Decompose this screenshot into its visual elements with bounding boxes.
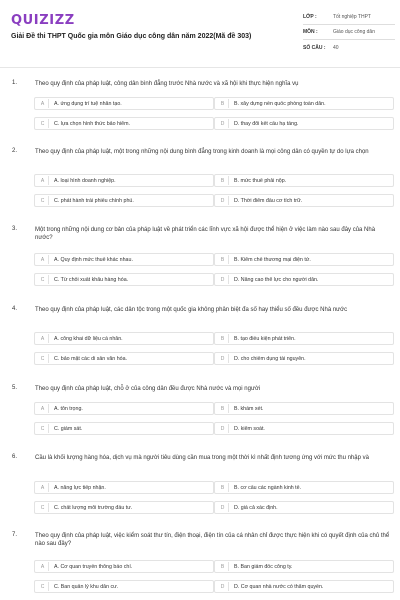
option-letter: A (37, 483, 49, 492)
option-letter: A (37, 99, 49, 108)
meta-row-class (303, 10, 395, 25)
option-text: B. Ban giám đốc công ty. (234, 563, 293, 570)
meta-value: Tốt nghiệp THPT (333, 14, 371, 20)
option-letter: D (217, 424, 229, 433)
option-a[interactable] (34, 402, 214, 415)
option-d[interactable] (214, 194, 394, 207)
option-text: A. năng lực tiếp nhận. (54, 484, 106, 491)
option-letter: A (37, 562, 49, 571)
option-b[interactable] (214, 481, 394, 494)
option-letter: A (37, 255, 49, 264)
option-a[interactable] (34, 332, 214, 345)
option-text: B. mức thuế phải nộp. (234, 177, 287, 184)
meta-value: Giáo dục công dân (333, 29, 375, 35)
question-text: Một trong những nội dung cơ bản của pháp luật về phát triển các lĩnh vực xã hội được thể hiện ở việc làm nào sau đây của Nhà nước? (35, 227, 376, 241)
option-text: A. tôn trọng. (54, 405, 83, 412)
option-b[interactable] (214, 332, 394, 345)
option-a[interactable] (34, 560, 214, 573)
option-b[interactable] (214, 253, 394, 266)
option-text: D. thay đổi kết cấu hạ tầng. (234, 120, 299, 127)
option-d[interactable] (214, 580, 394, 593)
option-letter: C (37, 354, 49, 363)
option-letter: C (37, 582, 49, 591)
meta-table (303, 10, 395, 55)
option-letter: B (217, 176, 229, 185)
option-d[interactable] (214, 501, 394, 514)
option-c[interactable] (34, 352, 214, 365)
question-number: 2. (12, 148, 18, 154)
option-letter: D (217, 503, 229, 512)
page-title: Giải Đề thi THPT Quốc gia môn Giáo dục công dân năm 2022(Mã đề 303) (11, 33, 252, 40)
option-letter: D (217, 196, 229, 205)
option-d[interactable] (214, 117, 394, 130)
question-text: Theo quy định của pháp luật, một trong những nội dung bình đẳng trong kinh doanh là mọi công dân có quyền tự do lựa chọn (35, 149, 369, 155)
option-letter: C (37, 275, 49, 284)
worksheet-header (0, 0, 400, 68)
option-letter: D (217, 275, 229, 284)
option-c[interactable] (34, 117, 214, 130)
option-letter: C (37, 119, 49, 128)
option-text: C. giám sát. (54, 425, 83, 432)
option-text: B. tạo điều kiện phát triển. (234, 335, 296, 342)
option-c[interactable] (34, 580, 214, 593)
option-text: D. Cơ quan nhà nước có thẩm quyền. (234, 583, 324, 590)
option-text: A. công khai dữ liệu cá nhân. (54, 335, 123, 342)
option-letter: A (37, 176, 49, 185)
option-letter: C (37, 196, 49, 205)
option-b[interactable] (214, 402, 394, 415)
option-letter: B (217, 255, 229, 264)
option-d[interactable] (214, 422, 394, 435)
option-text: D. kiểm soát. (234, 425, 265, 432)
option-letter: B (217, 334, 229, 343)
option-c[interactable] (34, 273, 214, 286)
option-text: B. Kiểm chế thương mại điện tử. (234, 256, 311, 263)
option-c[interactable] (34, 194, 214, 207)
option-letter: B (217, 404, 229, 413)
option-letter: C (37, 503, 49, 512)
option-letter: A (37, 334, 49, 343)
option-text: A. loại hình doanh nghiệp. (54, 177, 116, 184)
question-text: Cầu là khối lượng hàng hóa, dịch vụ mà người tiêu dùng cần mua trong một thời kì nhất định tương ứng với mức thu nhập và (35, 455, 369, 461)
option-b[interactable] (214, 97, 394, 110)
option-text: C. bảo mật các di sản văn hóa. (54, 355, 128, 362)
meta-label: MÔN : (303, 29, 318, 35)
option-c[interactable] (34, 422, 214, 435)
option-a[interactable] (34, 253, 214, 266)
option-b[interactable] (214, 174, 394, 187)
option-text: D. cho chiếm dụng tài nguyên. (234, 355, 306, 362)
question-text: Theo quy định của pháp luật, chỗ ở của công dân đều được Nhà nước và mọi người (35, 386, 261, 392)
option-letter: B (217, 99, 229, 108)
option-d[interactable] (214, 273, 394, 286)
option-text: A. Quy định mức thuế khác nhau. (54, 256, 133, 263)
option-text: B. cơ cấu các ngành kinh tế. (234, 484, 302, 491)
option-a[interactable] (34, 97, 214, 110)
option-text: C. lựa chọn hình thức bảo hiểm. (54, 120, 130, 127)
question-number: 6. (12, 454, 18, 460)
question-number: 1. (12, 80, 18, 86)
meta-row-subject (303, 25, 395, 40)
option-text: D. Nâng cao thể lực cho người dân. (234, 276, 319, 283)
option-letter: D (217, 354, 229, 363)
meta-value: 40 (333, 44, 339, 51)
quizizz-logo[interactable]: QUIZIZZ (11, 13, 75, 28)
option-text: C. Ban quản lý khu dân cư. (54, 583, 119, 590)
meta-label: SỐ CÂU : (303, 44, 326, 51)
option-b[interactable] (214, 560, 394, 573)
option-text: C. Từ chối xuất khẩu hàng hóa. (54, 276, 129, 283)
option-d[interactable] (214, 352, 394, 365)
option-text: C. chất lượng môi trường đầu tư. (54, 504, 133, 511)
meta-label: LỚP : (303, 14, 317, 20)
question-text: Theo quy định của pháp luật, các dân tộc trong một quốc gia không phân biệt đa số hay thiểu số đều được Nhà nước (35, 307, 348, 313)
option-text: D. Thời điểm đầu cơ tích trữ. (234, 197, 303, 204)
option-letter: D (217, 582, 229, 591)
option-text: B. khám xét. (234, 405, 264, 412)
question-number: 5. (12, 385, 18, 391)
option-text: C. phát hành trái phiếu chính phủ. (54, 197, 134, 204)
option-a[interactable] (34, 481, 214, 494)
option-a[interactable] (34, 174, 214, 187)
option-letter: B (217, 562, 229, 571)
question-number: 3. (12, 226, 18, 232)
option-text: B. xây dựng nền quốc phòng toàn dân. (234, 100, 326, 107)
question-number: 7. (12, 532, 18, 538)
option-text: A. ứng dụng trí tuệ nhân tạo. (54, 100, 122, 107)
option-letter: C (37, 424, 49, 433)
option-letter: D (217, 119, 229, 128)
meta-row-count (303, 40, 395, 55)
question-number: 4. (12, 306, 18, 312)
option-text: D. giá cả xác định. (234, 504, 278, 511)
option-letter: A (37, 404, 49, 413)
option-text: A. Cơ quan truyền thông báo chí. (54, 563, 133, 570)
option-c[interactable] (34, 501, 214, 514)
question-text: Theo quy định của pháp luật, công dân bình đẳng trước Nhà nước và xã hội khi thực hiện nghĩa vụ (35, 81, 299, 87)
option-letter: B (217, 483, 229, 492)
question-text: Theo quy định của pháp luật, việc kiểm soát thư tín, điện thoại, điện tín của cá nhân chỉ được thực hiện khi có quyết định của chủ thể nào sau đây? (35, 533, 390, 547)
